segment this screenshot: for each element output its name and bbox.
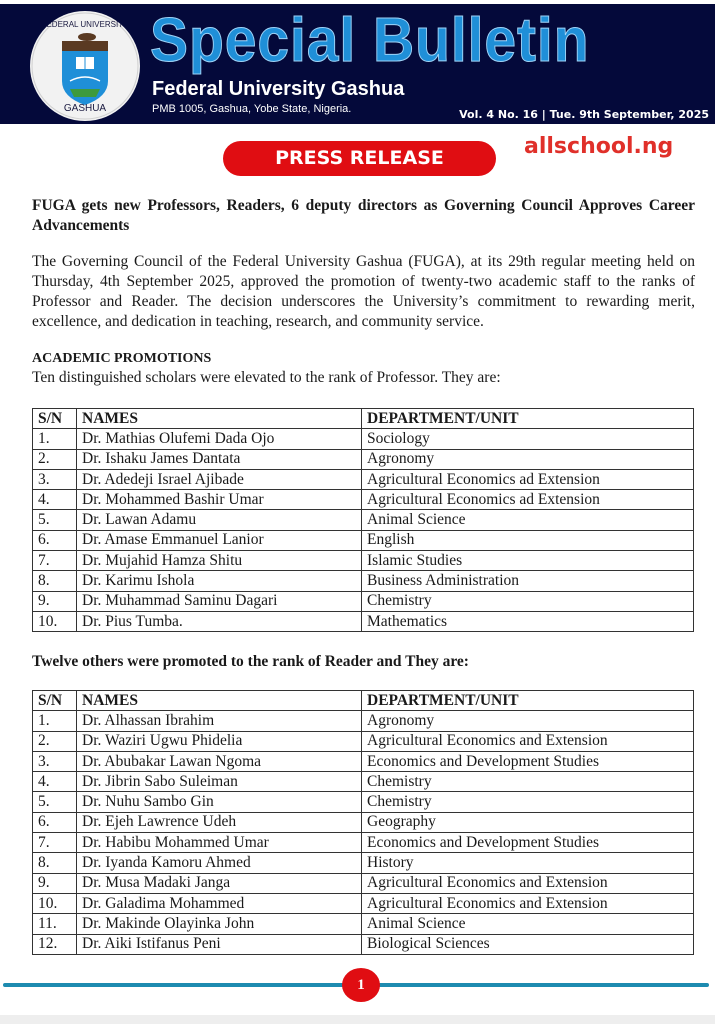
cell-sn: 10. <box>33 893 77 913</box>
cell-sn: 7. <box>33 833 77 853</box>
cell-sn: 6. <box>33 812 77 832</box>
cell-name: Dr. Nuhu Sambo Gin <box>77 792 362 812</box>
cell-department: Agricultural Economics and Extension <box>362 873 694 893</box>
table-row <box>33 934 694 954</box>
cell-name: Dr. Iyanda Kamoru Ahmed <box>77 853 362 873</box>
cell-sn: 4. <box>33 772 77 792</box>
university-crest-icon <box>30 11 140 121</box>
cell-name: Dr. Makinde Olayinka John <box>77 914 362 934</box>
cell-name: Dr. Muhammad Saminu Dagari <box>77 591 362 611</box>
table-row <box>33 893 694 913</box>
issue-info: Vol. 4 No. 16 | Tue. 9th September, 2025 <box>459 108 709 121</box>
table-row <box>33 551 694 571</box>
cell-name: Dr. Ishaku James Dantata <box>77 449 362 469</box>
table-row <box>33 611 694 631</box>
cell-sn: 1. <box>33 429 77 449</box>
cell-department: Animal Science <box>362 510 694 530</box>
university-name: Federal University Gashua <box>152 78 405 100</box>
cell-department: Chemistry <box>362 792 694 812</box>
table-row <box>33 571 694 591</box>
cell-name: Dr. Jibrin Sabo Suleiman <box>77 772 362 792</box>
table-header-row <box>33 691 694 711</box>
table-row <box>33 792 694 812</box>
cell-name: Dr. Galadima Mohammed <box>77 893 362 913</box>
column-header-names: NAMES <box>77 691 362 711</box>
cell-department: Agricultural Economics and Extension <box>362 893 694 913</box>
section-heading: ACADEMIC PROMOTIONS <box>32 351 212 366</box>
cell-department: Mathematics <box>362 611 694 631</box>
cell-department: Geography <box>362 812 694 832</box>
table-row <box>33 711 694 731</box>
table-row <box>33 853 694 873</box>
table-row <box>33 490 694 510</box>
cell-sn: 5. <box>33 792 77 812</box>
table-row <box>33 591 694 611</box>
cell-department: Agricultural Economics and Extension <box>362 731 694 751</box>
table-row <box>33 772 694 792</box>
svg-text:FEDERAL UNIVERSITY: FEDERAL UNIVERSITY <box>41 20 129 29</box>
cell-name: Dr. Karimu Ishola <box>77 571 362 591</box>
table-row <box>33 530 694 550</box>
cell-sn: 9. <box>33 591 77 611</box>
page-number-badge: 1 <box>342 968 380 1002</box>
professors-intro: Ten distinguished scholars were elevated to the rank of Professor. They are: <box>32 369 501 386</box>
press-release-label: PRESS RELEASE <box>223 141 496 176</box>
cell-department: Chemistry <box>362 591 694 611</box>
column-header-names: NAMES <box>77 409 362 429</box>
cell-sn: 8. <box>33 853 77 873</box>
table-row <box>33 429 694 449</box>
cell-department: English <box>362 530 694 550</box>
table-row <box>33 469 694 489</box>
readers-intro: Twelve others were promoted to the rank of Reader and They are: <box>32 653 469 670</box>
table-row <box>33 812 694 832</box>
cell-department: Economics and Development Studies <box>362 833 694 853</box>
watermark: allschool.ng <box>524 134 674 159</box>
readers-table <box>32 690 694 955</box>
cell-department: Economics and Development Studies <box>362 751 694 771</box>
cell-department: Business Administration <box>362 571 694 591</box>
cell-sn: 10. <box>33 611 77 631</box>
cell-department: Biological Sciences <box>362 934 694 954</box>
column-header-department: DEPARTMENT/UNIT <box>362 409 694 429</box>
column-header-sn: S/N <box>33 691 77 711</box>
cell-name: Dr. Mohammed Bashir Umar <box>77 490 362 510</box>
table-row <box>33 751 694 771</box>
cell-sn: 7. <box>33 551 77 571</box>
cell-name: Dr. Lawan Adamu <box>77 510 362 530</box>
cell-sn: 12. <box>33 934 77 954</box>
table-row <box>33 449 694 469</box>
table-row <box>33 914 694 934</box>
cell-name: Dr. Abubakar Lawan Ngoma <box>77 751 362 771</box>
cell-sn: 8. <box>33 571 77 591</box>
bottom-edge <box>0 1015 715 1024</box>
cell-name: Dr. Adedeji Israel Ajibade <box>77 469 362 489</box>
cell-sn: 1. <box>33 711 77 731</box>
university-address: PMB 1005, Gashua, Yobe State, Nigeria. <box>152 103 352 115</box>
cell-department: Islamic Studies <box>362 551 694 571</box>
cell-sn: 6. <box>33 530 77 550</box>
cell-department: Sociology <box>362 429 694 449</box>
bulletin-banner <box>0 4 715 124</box>
table-row <box>33 731 694 751</box>
cell-sn: 4. <box>33 490 77 510</box>
cell-name: Dr. Alhassan Ibrahim <box>77 711 362 731</box>
cell-sn: 5. <box>33 510 77 530</box>
table-row <box>33 510 694 530</box>
article-intro: The Governing Council of the Federal University Gashua (FUGA), at its 29th regular meeting held on Thursday, 4th September 2025, approved the promotion of twenty-two academic staff to the ranks of Professor and Reader. The decision underscores the University’s commitment to rewarding merit, excellence, and dedication in teaching, research, and community service. <box>32 253 695 330</box>
cell-name: Dr. Mathias Olufemi Dada Ojo <box>77 429 362 449</box>
table-header-row <box>33 409 694 429</box>
cell-sn: 2. <box>33 731 77 751</box>
cell-name: Dr. Amase Emmanuel Lanior <box>77 530 362 550</box>
cell-name: Dr. Aiki Istifanus Peni <box>77 934 362 954</box>
cell-name: Dr. Habibu Mohammed Umar <box>77 833 362 853</box>
cell-sn: 11. <box>33 914 77 934</box>
article-headline: FUGA gets new Professors, Readers, 6 deputy directors as Governing Council Approves Career Advancements <box>32 197 695 234</box>
cell-department: Agricultural Economics ad Extension <box>362 469 694 489</box>
cell-department: Animal Science <box>362 914 694 934</box>
svg-text:GASHUA: GASHUA <box>63 103 107 114</box>
professors-table <box>32 408 694 632</box>
cell-sn: 3. <box>33 751 77 771</box>
cell-department: Agronomy <box>362 711 694 731</box>
column-header-sn: S/N <box>33 409 77 429</box>
cell-department: Agricultural Economics ad Extension <box>362 490 694 510</box>
table-row <box>33 833 694 853</box>
cell-department: History <box>362 853 694 873</box>
cell-name: Dr. Ejeh Lawrence Udeh <box>77 812 362 832</box>
table-row <box>33 873 694 893</box>
cell-department: Agronomy <box>362 449 694 469</box>
column-header-department: DEPARTMENT/UNIT <box>362 691 694 711</box>
cell-name: Dr. Waziri Ugwu Phidelia <box>77 731 362 751</box>
cell-department: Chemistry <box>362 772 694 792</box>
cell-sn: 9. <box>33 873 77 893</box>
cell-name: Dr. Pius Tumba. <box>77 611 362 631</box>
cell-name: Dr. Mujahid Hamza Shitu <box>77 551 362 571</box>
bulletin-title: Special Bulletin <box>150 6 590 75</box>
cell-sn: 2. <box>33 449 77 469</box>
cell-name: Dr. Musa Madaki Janga <box>77 873 362 893</box>
cell-sn: 3. <box>33 469 77 489</box>
